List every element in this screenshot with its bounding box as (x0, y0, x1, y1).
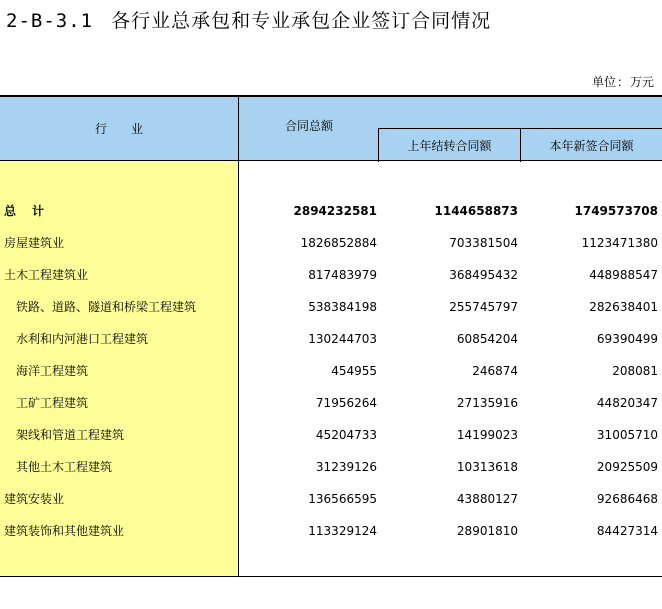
row-new: 44820347 (596, 396, 658, 410)
row-new: 31005710 (596, 428, 658, 442)
table-row (0, 393, 662, 413)
row-name: 架线和管道工程建筑 (16, 428, 125, 442)
header-total-contract: 合同总额 (284, 119, 333, 133)
row-total: 45204733 (315, 428, 377, 442)
row-prev: 10313618 (456, 460, 518, 474)
row-prev: 60854204 (456, 332, 518, 346)
row-name: 其他土木工程建筑 (16, 460, 113, 474)
table-row (0, 489, 662, 509)
table-code: 2-B-3.1 (6, 10, 94, 32)
header-prev-year-carryover: 上年结转合同额 (378, 129, 520, 162)
row-total: 817483979 (308, 268, 377, 282)
row-prev: 28901810 (456, 524, 518, 538)
row-name: 铁路、道路、隧道和桥梁工程建筑 (16, 300, 197, 314)
row-prev: 1144658873 (434, 204, 518, 218)
header-new-signed: 本年新签合同额 (520, 129, 662, 162)
row-name: 工矿工程建筑 (16, 396, 89, 410)
row-prev: 14199023 (456, 428, 518, 442)
header-industry: 行业 (0, 97, 239, 160)
row-prev: 703381504 (449, 236, 518, 250)
table-row (0, 201, 662, 221)
row-new: 92686468 (596, 492, 658, 506)
row-name: 建筑装饰和其他建筑业 (4, 524, 125, 538)
row-total: 538384198 (308, 300, 377, 314)
row-name: 房屋建筑业 (4, 236, 65, 250)
row-total: 130244703 (308, 332, 377, 346)
unit-value: 万元 (629, 75, 654, 89)
table-row (0, 425, 662, 445)
table-row (0, 297, 662, 317)
row-total: 1826852884 (300, 236, 377, 250)
row-new: 1123471380 (581, 236, 658, 250)
table-row (0, 233, 662, 253)
unit-label (592, 73, 654, 90)
row-total: 31239126 (315, 460, 377, 474)
unit-caption: 单位 (591, 75, 616, 89)
table-header (0, 95, 662, 161)
row-prev: 27135916 (456, 396, 518, 410)
row-name: 建筑安装业 (4, 492, 65, 506)
row-total: 113329124 (308, 524, 377, 538)
row-new: 1749573708 (574, 204, 658, 218)
row-total: 2894232581 (293, 204, 377, 218)
row-name: 海洋工程建筑 (16, 364, 89, 378)
row-new: 448988547 (589, 268, 658, 282)
row-new: 282638401 (589, 300, 658, 314)
row-prev: 255745797 (449, 300, 518, 314)
row-total: 71956264 (315, 396, 377, 410)
row-name: 土木工程建筑业 (4, 268, 89, 282)
unit-separator: ： (616, 75, 629, 89)
row-prev: 368495432 (449, 268, 518, 282)
table-title-text: 各行业总承包和专业承包企业签订合同情况 (111, 10, 492, 32)
table-row (0, 521, 662, 541)
row-prev: 43880127 (456, 492, 518, 506)
page-title (6, 6, 491, 33)
row-new: 208081 (612, 364, 658, 378)
row-total: 136566595 (308, 492, 377, 506)
contracts-table (0, 95, 662, 577)
table-row (0, 265, 662, 285)
row-name: 水利和内河港口工程建筑 (16, 332, 149, 346)
row-total: 454955 (331, 364, 377, 378)
table-row (0, 329, 662, 349)
row-new: 84427314 (596, 524, 658, 538)
row-prev: 246874 (472, 364, 518, 378)
table-body (0, 161, 662, 577)
row-name: 总计 (4, 204, 61, 218)
row-new: 20925509 (596, 460, 658, 474)
table-row (0, 457, 662, 477)
row-new: 69390499 (596, 332, 658, 346)
table-row (0, 361, 662, 381)
